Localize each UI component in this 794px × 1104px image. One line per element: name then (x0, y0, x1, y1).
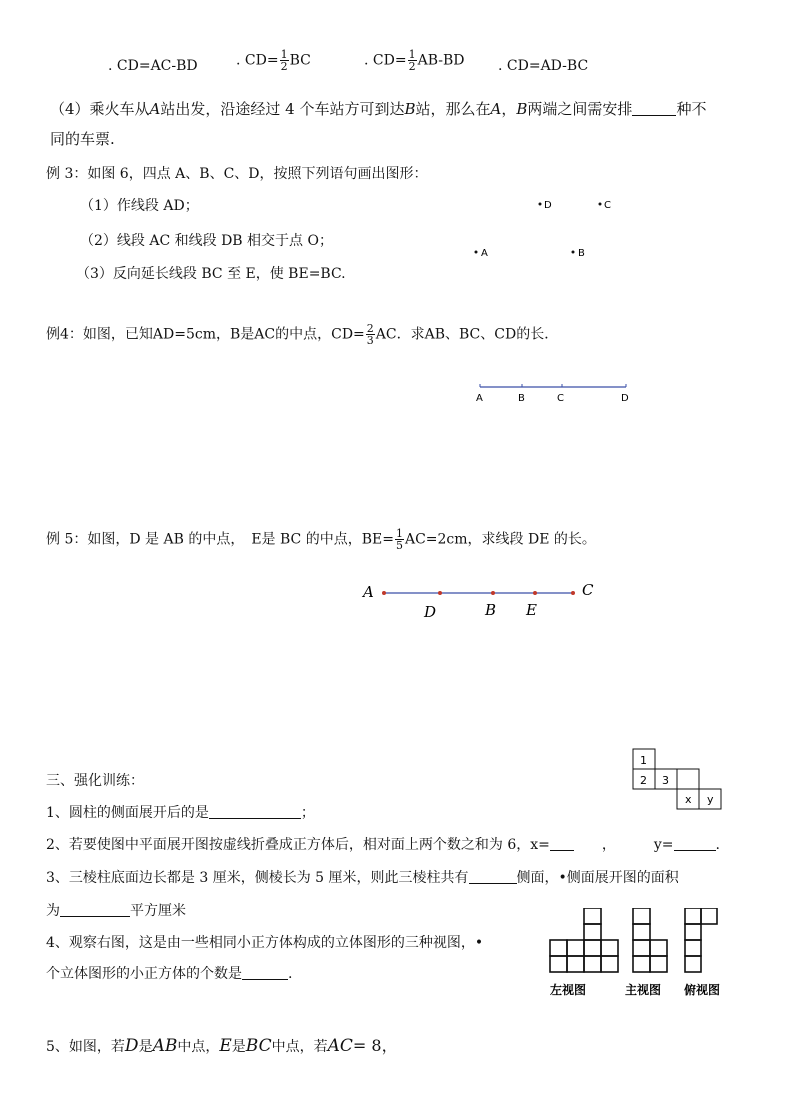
point-d-label: D (544, 200, 552, 211)
point-c-dot (571, 591, 575, 595)
q4-text: 种不 (676, 100, 707, 118)
p5-text: 是 (138, 1039, 153, 1055)
p1-text: 1、圆柱的侧面展开后的是 (46, 805, 209, 821)
option-a: . CD=AC-BD (108, 58, 198, 74)
net-cell-blank (677, 769, 699, 789)
ex4-fraction (366, 323, 375, 346)
spacer (588, 837, 602, 851)
problem-3-line1 (46, 867, 679, 887)
option-c-post: AB-BD (417, 52, 465, 69)
p4-text: 个立体图形的小正方体的个数是 (46, 966, 242, 982)
fraction-denominator: 5 (395, 539, 403, 552)
p3-text: 平方厘米 (130, 903, 186, 919)
p2-text: 2、若要使图中平面展开图按虚线折叠成正方体后，相对面上两个数之和为 6，x= (46, 837, 550, 853)
option-c-pre: . CD= (364, 52, 407, 69)
p5-text: 中点，若 (271, 1039, 328, 1055)
p5-segment-ac: AC (327, 1036, 353, 1056)
point-b-dot (491, 591, 495, 595)
label-c: C (582, 581, 594, 599)
p5-segment-bc: BC (245, 1036, 272, 1056)
q4-station-b: B (404, 100, 416, 118)
q4-text: ， (501, 100, 517, 118)
point-a-label: A (481, 248, 488, 259)
label-d: D (424, 603, 437, 621)
front-view-label: 主视图 (625, 983, 662, 997)
answer-blank-x[interactable] (550, 836, 574, 851)
q4-station-b: B (516, 100, 528, 118)
example-3-step-2: （2）线段 AC 和线段 DB 相交于点 O； (80, 233, 333, 249)
fraction-numerator: 1 (395, 527, 403, 540)
front-view (633, 908, 667, 972)
label-e: E (526, 601, 537, 619)
net-label-2: 2 (640, 774, 647, 787)
p5-text: 5、如图，若 (46, 1039, 125, 1055)
point-d-dot (438, 591, 442, 595)
p5-text: 是 (231, 1039, 246, 1055)
option-c (364, 49, 464, 72)
net-label-x: x (685, 793, 692, 806)
top-view (685, 908, 717, 972)
p2-text: . (715, 837, 720, 853)
problem-4-line2 (46, 963, 292, 983)
q4-text: （4）乘火车从 (50, 100, 150, 118)
problem-2 (46, 834, 720, 854)
p5-segment-ab: AB (152, 1036, 178, 1056)
point-b-label: B (578, 248, 585, 259)
q4-text: 站出发，沿途经过 4 个车站方可到达 (160, 100, 405, 118)
option-c-fraction (408, 49, 417, 72)
answer-blank[interactable] (60, 902, 130, 917)
point-c-dot (599, 203, 602, 206)
example-4-text (46, 323, 558, 346)
section-3-title: 三、强化训练： (46, 773, 144, 789)
three-views-figure (545, 908, 735, 998)
ex4-text-post: AC．求AB、BC、CD的长． (375, 326, 559, 343)
p5-text: = 8， (352, 1036, 398, 1055)
p3-text: 为 (46, 903, 60, 919)
question-4-line2: 同的车票. (50, 130, 115, 148)
point-b-dot (572, 251, 575, 254)
q4-text: 两端之间需安排 (527, 100, 633, 118)
top-view-label: 俯视图 (684, 983, 721, 997)
p2-text: ， (601, 837, 616, 853)
p5-text: 中点， (177, 1039, 220, 1055)
label-a: A (476, 393, 483, 404)
ex5-text-pre: 例 5：如图，D 是 AB 的中点， E是 BC 的中点，BE= (46, 531, 394, 548)
p1-text: ； (300, 805, 315, 821)
p5-point-e: E (219, 1036, 232, 1056)
label-b: B (518, 393, 525, 404)
net-label-3: 3 (662, 774, 669, 787)
question-4-line1 (50, 98, 706, 119)
ex4-text-pre: 例4：如图，已知AD=5cm，B是AC的中点，CD= (46, 326, 365, 343)
option-b-post: BC (289, 52, 311, 69)
point-a-dot (475, 251, 478, 254)
p3-text: 3、三棱柱底面边长都是 3 厘米，侧棱长为 5 厘米，则此三棱柱共有 (46, 870, 469, 886)
example-3-points-figure (460, 190, 640, 270)
example-5-segment-figure (355, 578, 605, 623)
left-view (550, 908, 618, 972)
left-view-label: 左视图 (550, 983, 587, 997)
example-3-step-1: （1）作线段 AD； (80, 198, 199, 214)
p3-text: 侧面，•侧面展开图的面积 (516, 870, 679, 886)
example-3-step-3: （3）反向延长线段 BC 至 E，使 BE=BC. (76, 266, 346, 282)
p4-text: . (288, 966, 293, 982)
fraction-denominator: 2 (280, 60, 288, 73)
example-3-title: 例 3：如图 6，四点 A、B、C、D，按照下列语句画出图形： (46, 166, 428, 182)
fraction-numerator: 1 (280, 48, 288, 61)
option-b-fraction (280, 49, 289, 72)
option-b-pre: . CD= (236, 52, 279, 69)
answer-blank[interactable] (632, 101, 676, 116)
net-label-y: y (707, 793, 714, 806)
ex5-text-post: AC=2cm，求线段 DE 的长。 (404, 531, 596, 548)
option-d: . CD=AD-BC (498, 58, 589, 74)
ex5-fraction (395, 528, 404, 551)
problem-4-line1: 4、观察右图，这是由一些相同小正方体构成的立体图形的三种视图，• (46, 935, 484, 951)
label-a: A (363, 583, 374, 601)
problem-5 (46, 1033, 398, 1056)
fraction-denominator: 2 (408, 60, 416, 73)
label-d: D (621, 393, 629, 404)
problem-3-line2 (46, 900, 186, 920)
p5-point-d: D (124, 1036, 139, 1056)
point-d-dot (539, 203, 542, 206)
problem-1 (46, 802, 315, 822)
answer-blank-y[interactable] (674, 836, 716, 851)
fraction-denominator: 3 (366, 334, 374, 347)
answer-blank[interactable] (469, 869, 517, 884)
fraction-numerator: 1 (408, 48, 416, 61)
label-c: C (557, 393, 564, 404)
point-e-dot (533, 591, 537, 595)
q4-station-a: A (490, 100, 502, 118)
answer-blank[interactable] (209, 804, 301, 819)
example-4-segment-figure (470, 375, 640, 410)
p2-text: y= (653, 837, 674, 853)
example-5-text (46, 528, 596, 551)
cube-net-figure (632, 748, 727, 818)
answer-blank[interactable] (242, 965, 288, 980)
option-b (236, 49, 311, 72)
q4-text: 站，那么在 (415, 100, 491, 118)
q4-station-a: A (149, 100, 161, 118)
fraction-numerator: 2 (366, 322, 374, 335)
point-a-dot (382, 591, 386, 595)
label-b: B (485, 601, 497, 619)
point-c-label: C (604, 200, 611, 211)
net-label-1: 1 (640, 754, 647, 767)
